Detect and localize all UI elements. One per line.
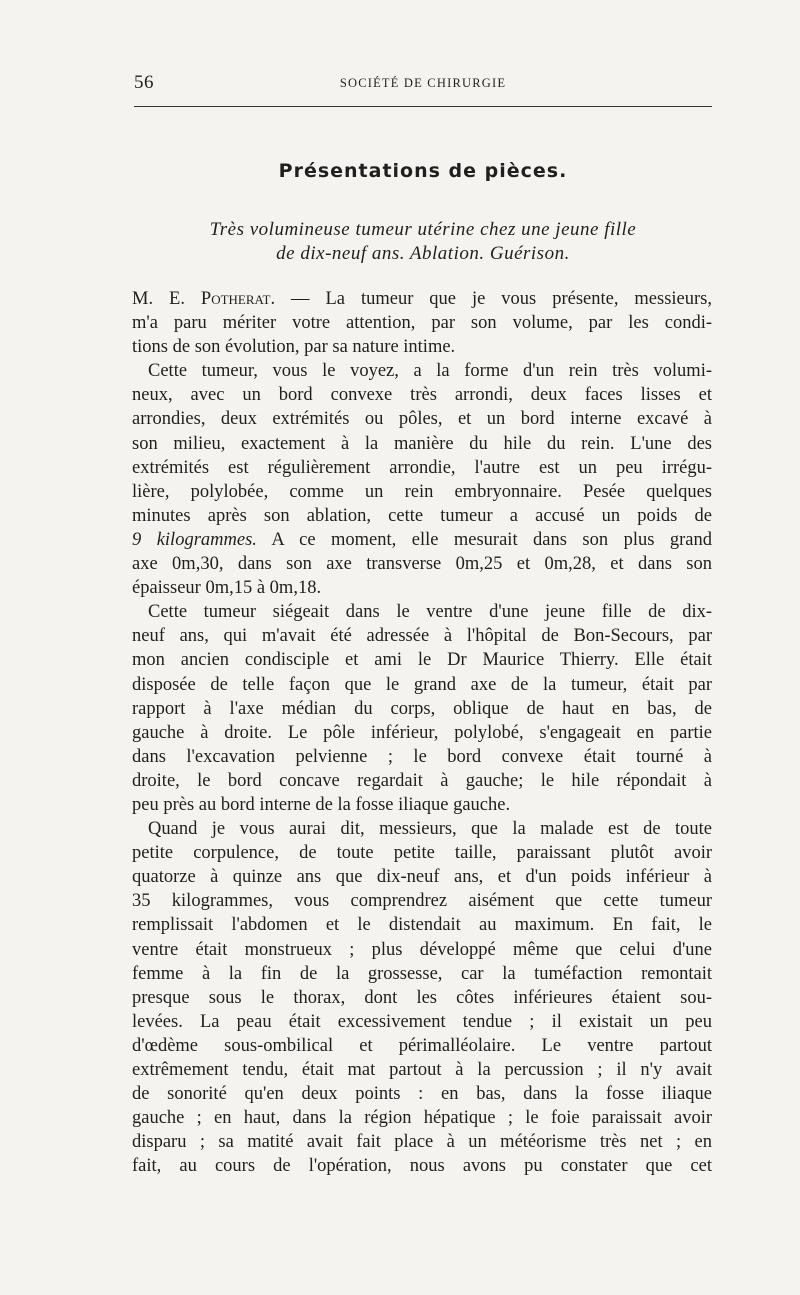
text-line: mon ancien condisciple et ami le Dr Maurice Thierry. Elle était xyxy=(132,650,712,671)
text-line: M. E. Potherat. — La tumeur que je vous présente, messieurs, xyxy=(132,289,712,309)
text-line: disparu ; sa matité avait fait place à un météorisme très net ; en xyxy=(132,1132,712,1153)
text-line: épaisseur 0m,15 à 0m,18. xyxy=(132,578,322,599)
text-line: dans l'excavation pelvienne ; le bord convexe était tourné à xyxy=(132,746,712,767)
author-name: Potherat xyxy=(200,289,271,309)
text-line: fait, au cours de l'opération, nous avons pu constater que cet xyxy=(132,1156,712,1177)
text-line: petite corpulence, de toute petite taille, paraissant plutôt avoir xyxy=(132,843,712,864)
text-line: ventre était monstrueux ; plus développé même que celui d'une xyxy=(132,939,712,960)
article-subtitle xyxy=(134,218,712,266)
text-line: Cette tumeur, vous le voyez, a la forme d'un rein très volumi- xyxy=(148,361,712,382)
text-line: m'a paru mériter votre attention, par son volume, par les condi- xyxy=(132,313,712,334)
text-line: peu près au bord interne de la fosse iliaque gauche. xyxy=(132,794,511,815)
text-line: droite, le bord concave regardait à gauche; le hile répondait à xyxy=(132,770,712,791)
text-line: 9 kilogrammes. A ce moment, elle mesurait dans son plus grand xyxy=(132,529,712,550)
emphasis: 9 kilogrammes. xyxy=(132,529,257,550)
text-line: gauche ; en haut, dans la région hépatique ; le foie paraissait avoir xyxy=(132,1108,712,1129)
running-title: SOCIÉTÉ DE CHIRURGIE xyxy=(339,76,507,90)
text-line: son milieu, exactement à la manière du hile du rein. L'une des xyxy=(132,433,712,454)
text-line: Quand je vous aurai dit, messieurs, que la malade est de toute xyxy=(148,819,712,840)
page-header xyxy=(134,72,712,100)
text-line: de sonorité qu'en deux points : en bas, dans la fosse iliaque xyxy=(132,1084,712,1105)
text-line: lière, polylobée, comme un rein embryonnaire. Pesée quelques xyxy=(132,481,712,502)
text-line: neuf ans, qui m'avait été adressée à l'hôpital de Bon-Secours, par xyxy=(132,626,712,647)
subtitle-line: de dix-neuf ans. Ablation. Guérison. xyxy=(276,243,570,264)
text-line: presque sous le thorax, dont les côtes inférieures étaient sou- xyxy=(132,987,712,1008)
article-body xyxy=(132,287,712,1178)
text-line: axe 0m,30, dans son axe transverse 0m,25 et 0m,28, et dans son xyxy=(132,554,712,575)
text-line: minutes après son ablation, cette tumeur a accusé un poids de xyxy=(132,505,712,526)
text-line: arrondies, deux extrémités ou pôles, et un bord interne excavé à xyxy=(132,409,712,430)
header-rule xyxy=(134,106,712,107)
section-title: Présentations de pièces. xyxy=(278,160,568,182)
subtitle-line: Très volumineuse tumeur utérine chez une jeune fille xyxy=(209,219,637,240)
text-line: 35 kilogrammes, vous comprendrez aisément que cette tumeur xyxy=(132,891,712,912)
text-line: levées. La peau était excessivement tendue ; il existait un peu xyxy=(132,1011,712,1032)
text-line: neux, avec un bord convexe très arrondi, deux faces lisses et xyxy=(132,385,712,406)
text-line: extrêmement tendu, était mat partout à la percussion ; il n'y avait xyxy=(132,1060,712,1080)
text-line: disposée de telle façon que le grand axe de la tumeur, était par xyxy=(132,674,712,695)
text-line: d'œdème sous-ombilical et périmalléolaire. Le ventre partout xyxy=(132,1035,712,1056)
text-line: tions de son évolution, par sa nature intime. xyxy=(132,337,456,358)
text-line: gauche à droite. Le pôle inférieur, polylobé, s'engageait en partie xyxy=(132,722,712,743)
text-line: femme à la fin de la grossesse, car la tuméfaction remontait xyxy=(132,963,712,984)
text-line: extrémités est régulièrement arrondie, l'autre est un peu irrégu- xyxy=(132,457,712,478)
page-number: 56 xyxy=(134,72,154,93)
text-line: Cette tumeur siégeait dans le ventre d'une jeune fille de dix- xyxy=(148,602,712,623)
text-line: remplissait l'abdomen et le distendait au maximum. En fait, le xyxy=(132,915,712,936)
text-line: rapport à l'axe médian du corps, oblique de haut en bas, de xyxy=(132,698,712,719)
text-line: quatorze à quinze ans que dix-neuf ans, et d'un poids inférieur à xyxy=(132,867,712,888)
